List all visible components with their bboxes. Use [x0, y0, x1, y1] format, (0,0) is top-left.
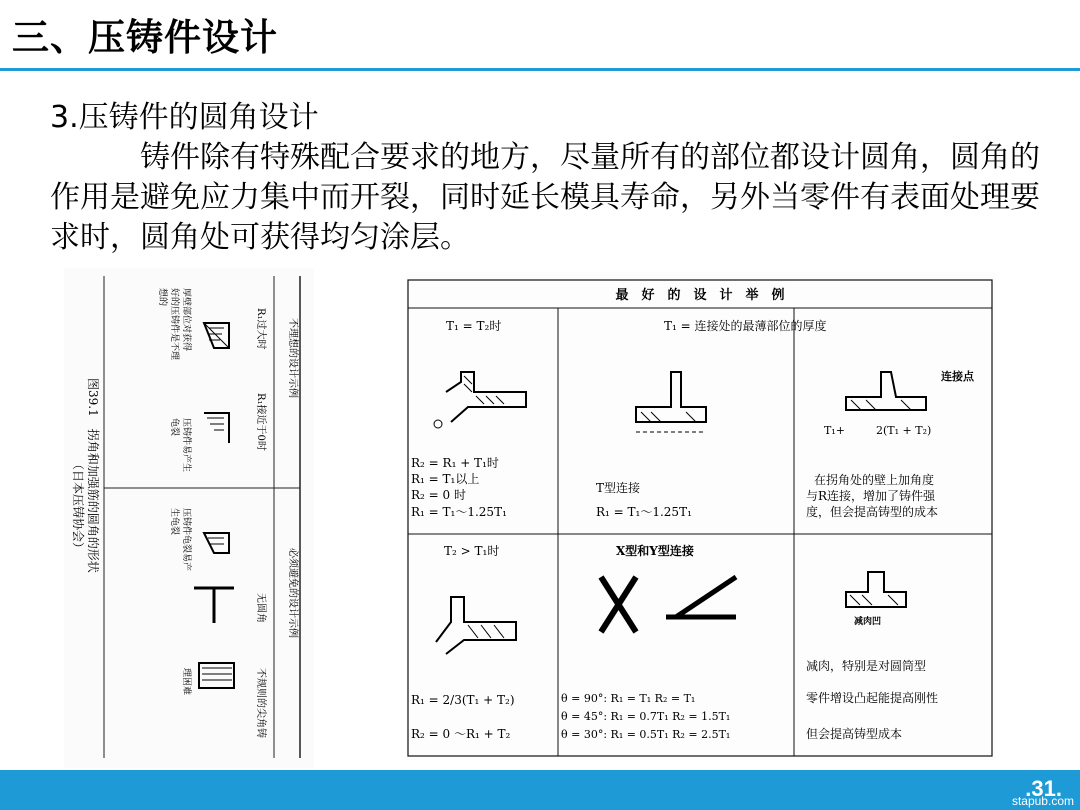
- watermark: stapub.com: [1011, 794, 1074, 808]
- section-heading: 3.压铸件的圆角设计: [50, 100, 319, 135]
- body-paragraph: 铸件除有特殊配合要求的地方，尽量所有的部位都设计圆角，圆角的作用是避免应力集中而开裂，同时延长模具寿命，另外当零件有表面处理要求时，圆角处可获得均匀涂层。: [50, 140, 1040, 255]
- cell5-title: X型和Y型连接: [616, 544, 694, 558]
- left-desc-crack2: 龟裂: [169, 418, 179, 437]
- cell6-label: 减肉凹: [854, 617, 882, 627]
- cell3-joint: 连接点: [941, 370, 974, 383]
- left-col-no-fillet: 无圆角: [255, 593, 266, 623]
- cell6-desc1: 减肉，特别是对圆筒型: [806, 659, 927, 673]
- cell2-label: T型连接: [596, 481, 641, 495]
- cell1-f1: R₂ = R₁ + T₁时: [411, 456, 499, 470]
- right-figure-best-design: [406, 272, 996, 760]
- title-divider: [0, 68, 1080, 71]
- left-header-bad: 不理想的设计示例: [287, 318, 298, 398]
- left-desc-1: 厚壁部位对获得: [181, 288, 191, 352]
- cell4-f1: R₁ = 2/3(T₁ + T₂): [411, 693, 515, 707]
- cell1-f3: R₂ = 0 时: [411, 488, 466, 502]
- left-desc-3: 想的: [157, 288, 167, 307]
- cell1-f2: R₁ = T₁以上: [411, 472, 480, 486]
- cell5-f3: θ = 30°: R₁ = 0.5T₁ R₂ = 2.5T₁: [561, 728, 731, 741]
- cell2-title: T₁ = 连接处的最薄部位的厚度: [664, 319, 827, 333]
- cell3-expr2: 2(T₁ + T₂): [876, 424, 932, 437]
- cell5-f1: θ = 90°: R₁ = T₁ R₂ = T₁: [561, 692, 696, 705]
- left-desc-crack4: 生龟裂: [169, 508, 179, 536]
- cell1-title: T₁ = T₂时: [446, 319, 502, 333]
- cell3-expr1: T₁+: [824, 424, 845, 437]
- cell6-desc2: 零件增设凸起能提高刚性: [806, 691, 939, 705]
- cell4-f2: R₂ = 0 ～R₁ + T₂: [411, 727, 511, 741]
- left-col-r1-zero: R₁接近于0时: [255, 393, 266, 451]
- left-source: （日本压铸协会）: [71, 458, 85, 555]
- cell6-desc3: 但会提高铸型成本: [806, 727, 903, 741]
- cell4-title: T₂ > T₁时: [444, 544, 500, 558]
- left-col-r1-large: R₁过大时: [255, 308, 266, 350]
- left-header-avoid: 必须避免的设计示例: [287, 548, 298, 638]
- cell1-f4: R₁ = T₁～1.25T₁: [411, 505, 507, 519]
- cell5-f2: θ = 45°: R₁ = 0.7T₁ R₂ = 1.5T₁: [561, 710, 731, 723]
- left-desc-2: 好的压铸件是不理: [169, 288, 179, 361]
- cell3-desc1: 在拐角处的壁上加角度: [814, 473, 935, 487]
- left-desc-crack: 压铸件易产生: [181, 418, 191, 473]
- footer-bar: [0, 770, 1080, 810]
- left-caption: 图39.1 拐角和加强筋的圆角的形状: [86, 378, 100, 573]
- slide-title: 三、压铸件设计: [12, 16, 278, 59]
- cell2-formula: R₁ = T₁～1.25T₁: [596, 505, 692, 519]
- left-desc-crack3: 压铸件龟裂易产: [181, 508, 191, 572]
- page-number: .31.: [1025, 776, 1062, 801]
- cell3-desc2: 与R连接，增加了铸件强: [806, 489, 936, 503]
- left-desc-fix: 理困难: [181, 668, 191, 696]
- left-figure-fillet-shapes: [64, 268, 314, 768]
- right-header: 最 好 的 设 计 举 例: [615, 288, 785, 303]
- left-col-inconsistent: 不规则的尖角铸: [255, 668, 266, 738]
- cell3-desc3: 度，但会提高铸型的成本: [806, 505, 939, 519]
